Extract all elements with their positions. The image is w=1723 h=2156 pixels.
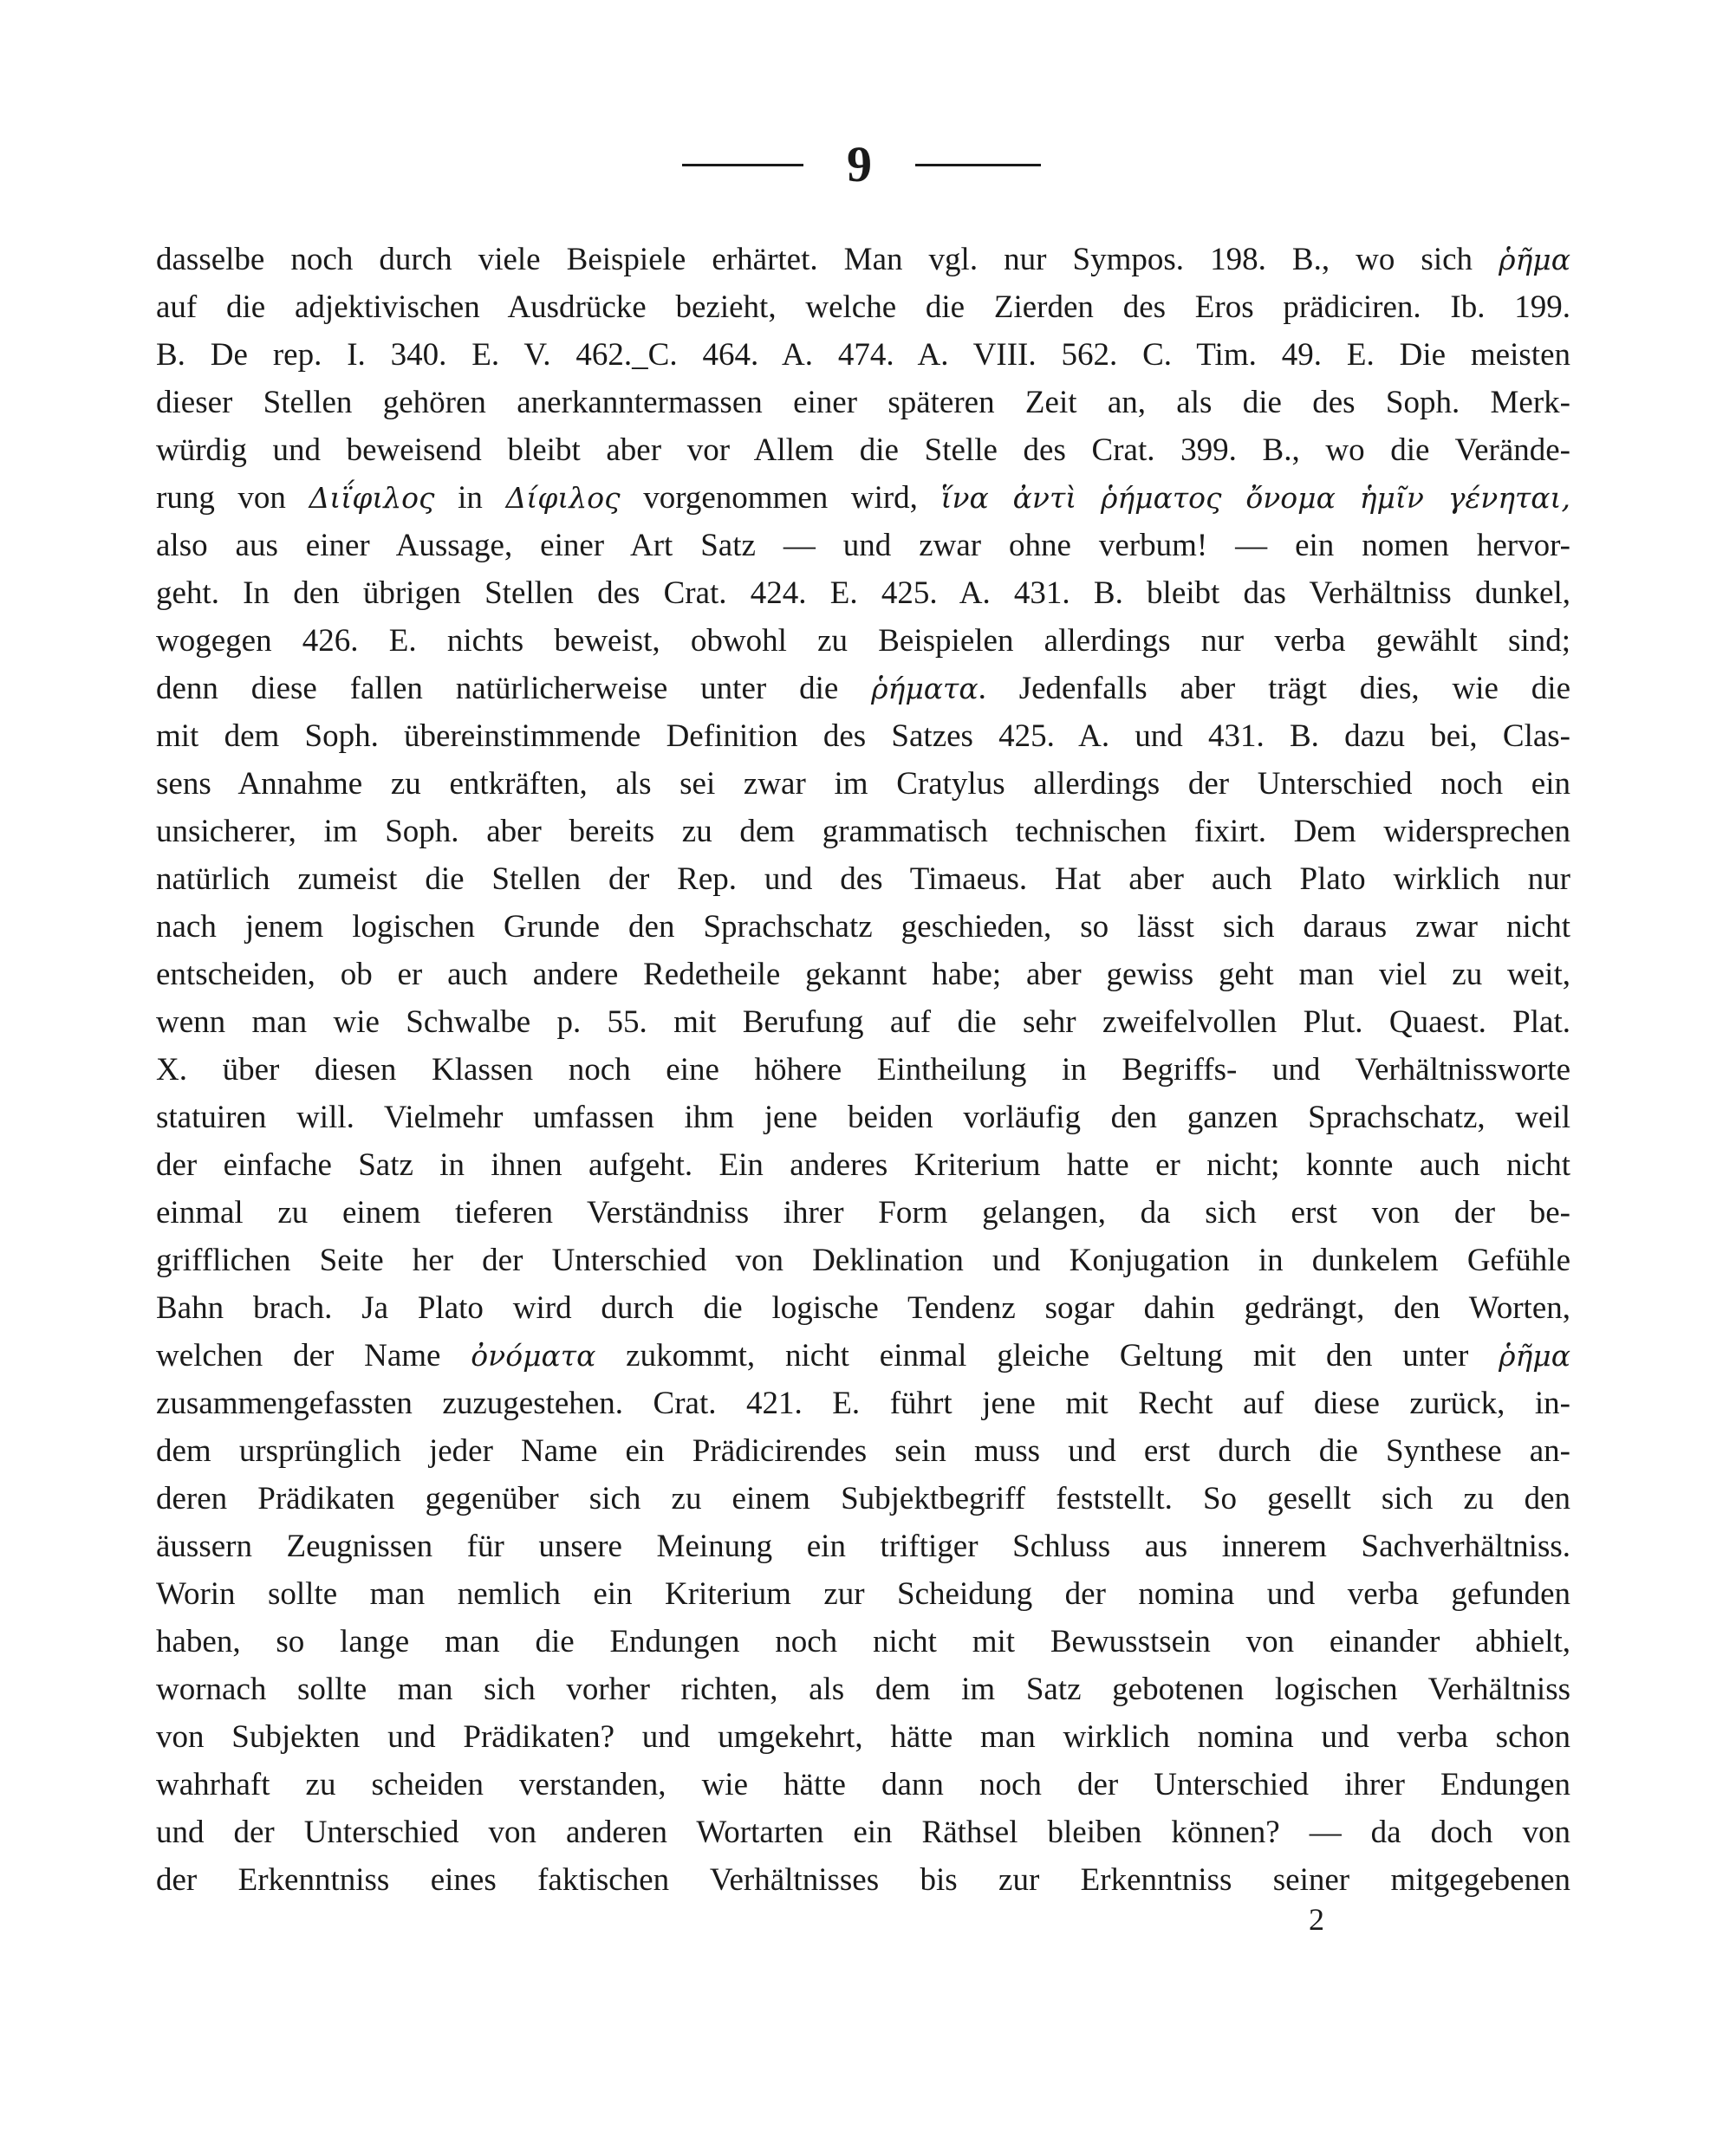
text-line: haben, so lange man die Endungen noch nicht mit Bewusstsein von einander abhielt,: [156, 1624, 1570, 1659]
text-line: der Erkenntniss eines faktischen Verhältnisses bis zur Erkenntniss seiner mitgegebenen: [156, 1862, 1570, 1898]
text-line: rung von Διΐφιλος in Δίφιλος vorgenommen wird, ἵνα ἀντὶ ῥήματος ὄνομα ἡμῖν γένηται,: [156, 480, 1570, 516]
signature-mark: 2: [1309, 1902, 1324, 1937]
text-line: wenn man wie Schwalbe p. 55. mit Berufung auf die sehr zweifelvollen Plut. Quaest. Plat.: [156, 1004, 1570, 1040]
text-line: wogegen 426. E. nichts beweist, obwohl zu Beispielen allerdings nur verba gewählt sind;: [156, 623, 1570, 659]
text-line: von Subjekten und Prädikaten? und umgekehrt, hätte man wirklich nomina und verba schon: [156, 1719, 1570, 1755]
text-line: statuiren will. Vielmehr umfassen ihm jene beiden vorläufig den ganzen Sprachschatz, weil: [156, 1100, 1570, 1135]
text-line: dieser Stellen gehören anerkanntermassen einer späteren Zeit an, als die des Soph. Merk-: [156, 385, 1570, 420]
text-line: welchen der Name ὀνόματα zukommt, nicht einmal gleiche Geltung mit den unter ῥῆμα: [156, 1338, 1570, 1373]
text-line: natürlich zumeist die Stellen der Rep. und des Timaeus. Hat aber auch Plato wirklich nur: [156, 861, 1570, 897]
page-header: [0, 130, 1723, 199]
text-line: geht. In den übrigen Stellen des Crat. 424. E. 425. A. 431. B. bleibt das Verhältniss dunkel,: [156, 575, 1570, 611]
text-line: zusammengefassten zuzugestehen. Crat. 421. E. führt jene mit Recht auf diese zurück, in-: [156, 1386, 1570, 1421]
header-rule-left: [682, 164, 803, 166]
text-line: auf die adjektivischen Ausdrücke bezieht, welche die Zierden des Eros prädiciren. Ib. 199.: [156, 289, 1570, 325]
text-line: unsicherer, im Soph. aber bereits zu dem grammatisch technischen fixirt. Dem widersprechen: [156, 814, 1570, 849]
text-line: denn diese fallen natürlicherweise unter die ῥήματα. Jedenfalls aber trägt dies, wie die: [156, 671, 1570, 706]
header-rule-right: [915, 164, 1041, 166]
text-line: mit dem Soph. übereinstimmende Definition des Satzes 425. A. und 431. B. dazu bei, Clas-: [156, 718, 1570, 754]
text-line: nach jenem logischen Grunde den Sprachschatz geschieden, so lässt sich daraus zwar nicht: [156, 909, 1570, 945]
text-line: also aus einer Aussage, einer Art Satz — und zwar ohne verbum! — ein nomen hervor-: [156, 528, 1570, 563]
text-line: der einfache Satz in ihnen aufgeht. Ein anderes Kriterium hatte er nicht; konnte auch nicht: [156, 1147, 1570, 1183]
text-line: einmal zu einem tieferen Verständniss ihrer Form gelangen, da sich erst von der be-: [156, 1195, 1570, 1231]
page-number: 9: [847, 136, 872, 192]
text-line: grifflichen Seite her der Unterschied von Deklination und Konjugation in dunkelem Gefühle: [156, 1243, 1570, 1278]
text-line: wahrhaft zu scheiden verstanden, wie hätte dann noch der Unterschied ihrer Endungen: [156, 1767, 1570, 1802]
text-line: wornach sollte man sich vorher richten, als dem im Satz gebotenen logischen Verhältniss: [156, 1672, 1570, 1707]
text-line: dem ursprünglich jeder Name ein Prädicirendes sein muss und erst durch die Synthese an-: [156, 1433, 1570, 1469]
text-line: sens Annahme zu entkräften, als sei zwar im Cratylus allerdings der Unterschied noch ein: [156, 766, 1570, 802]
text-line: entscheiden, ob er auch andere Redetheile gekannt habe; aber gewiss geht man viel zu weit,: [156, 957, 1570, 992]
text-line: äussern Zeugnissen für unsere Meinung ein triftiger Schluss aus innerem Sachverhältniss.: [156, 1529, 1570, 1564]
text-line: würdig und beweisend bleibt aber vor Allem die Stelle des Crat. 399. B., wo die Verände-: [156, 432, 1570, 468]
text-line: und der Unterschied von anderen Wortarten ein Räthsel bleiben können? — da doch von: [156, 1815, 1570, 1850]
text-line: Bahn brach. Ja Plato wird durch die logische Tendenz sogar dahin gedrängt, den Worten,: [156, 1290, 1570, 1326]
text-line: X. über diesen Klassen noch eine höhere Eintheilung in Begriffs- und Verhältnissworte: [156, 1052, 1570, 1088]
body-text: [156, 236, 1570, 1904]
text-line: dasselbe noch durch viele Beispiele erhärtet. Man vgl. nur Sympos. 198. B., wo sich ῥῆμα: [156, 242, 1570, 277]
text-line: Worin sollte man nemlich ein Kriterium zur Scheidung der nomina und verba gefunden: [156, 1576, 1570, 1612]
text-line: B. De rep. I. 340. E. V. 462._C. 464. A. 474. A. VIII. 562. C. Tim. 49. E. Die meisten: [156, 337, 1570, 373]
text-line: deren Prädikaten gegenüber sich zu einem Subjektbegriff feststellt. So gesellt sich zu den: [156, 1481, 1570, 1516]
